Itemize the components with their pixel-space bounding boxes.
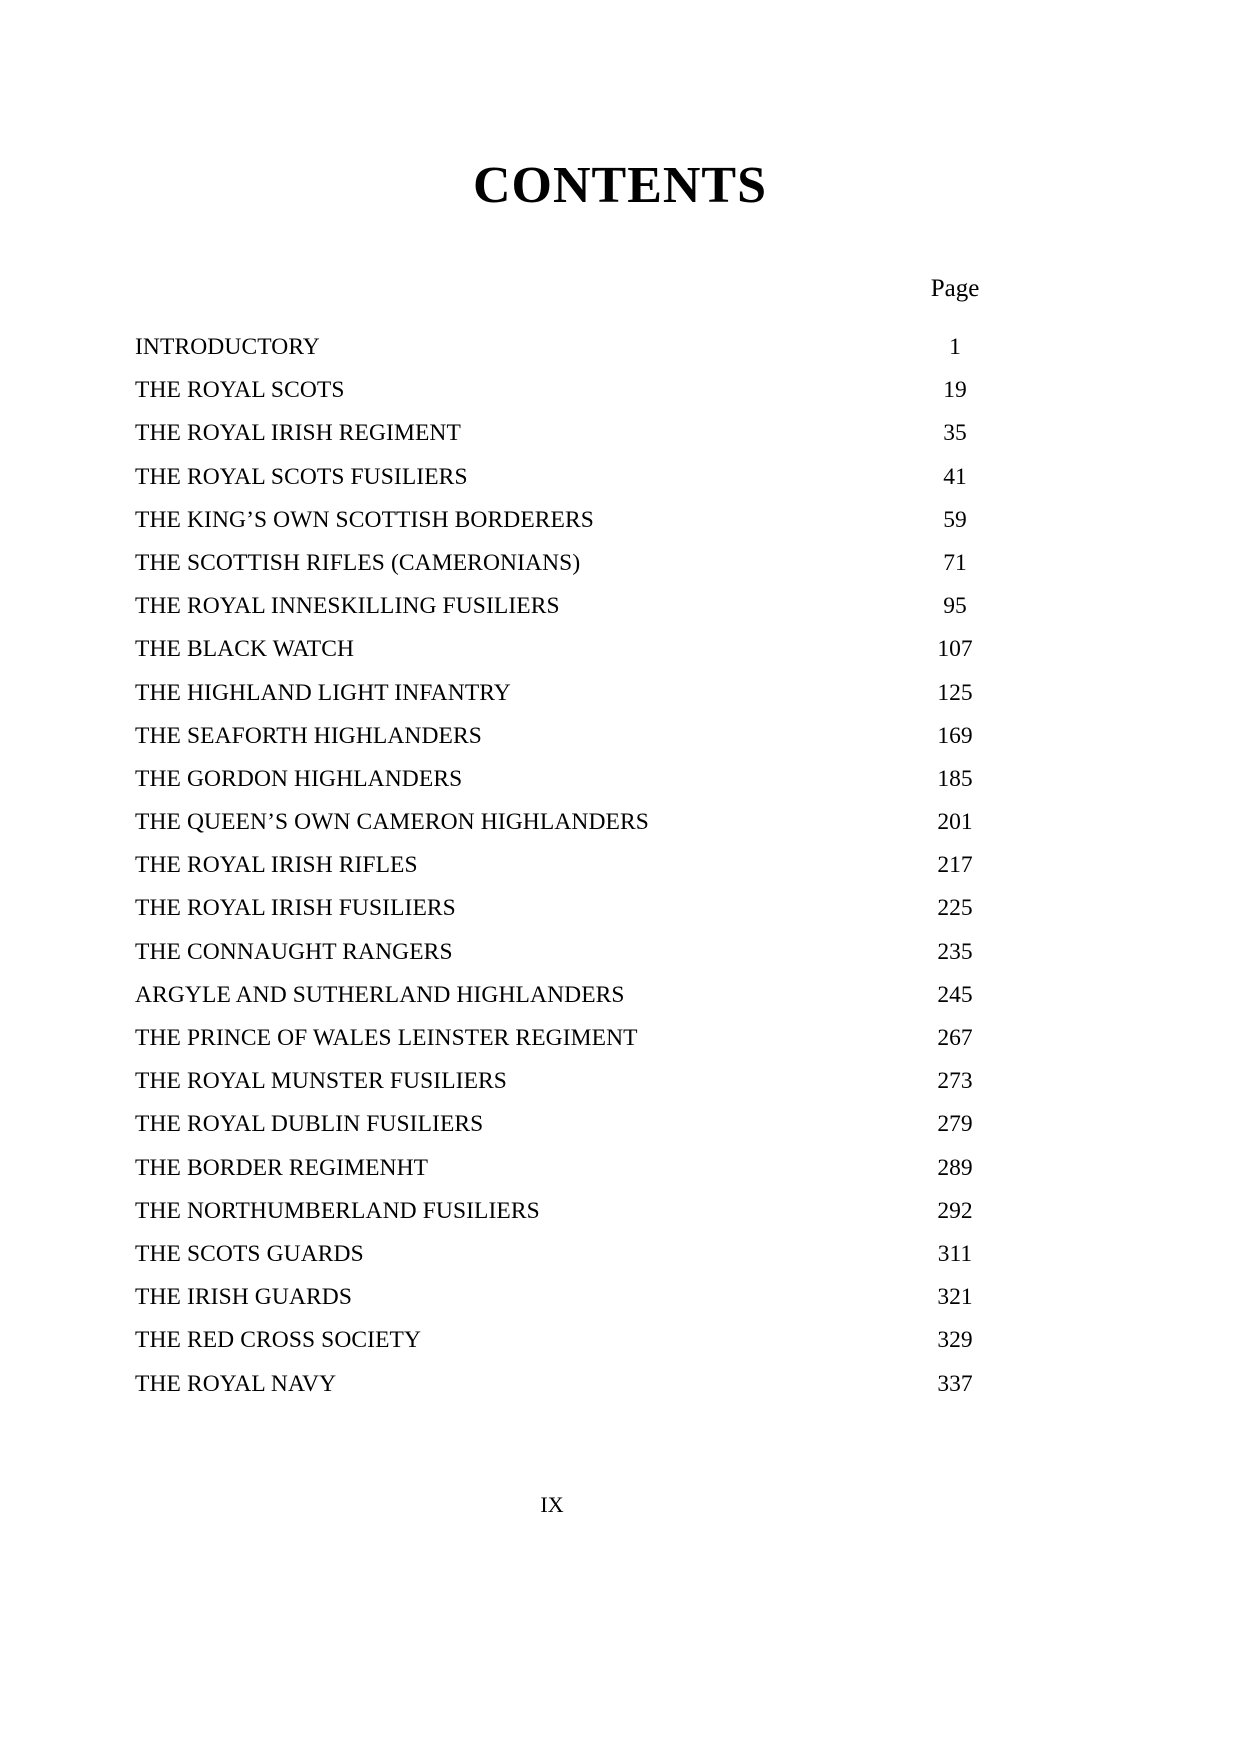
page-title: CONTENTS (472, 156, 768, 214)
toc-entry[interactable] (135, 506, 1040, 552)
toc-entry-title: THE ROYAL IRISH REGIMENT (135, 420, 461, 447)
toc-entry[interactable] (135, 1240, 1040, 1286)
toc-entry-page-number: 321 (937, 1284, 973, 1311)
toc-entry-title: THE HIGHLAND LIGHT INFANTRY (135, 679, 511, 706)
toc-entry-title: THE ROYAL SCOTS FUSILIERS (135, 463, 468, 490)
toc-entry-page-number: 19 (943, 377, 967, 404)
toc-entry-page-number: 235 (937, 938, 973, 965)
page-column-header: Page (930, 275, 980, 302)
toc-entry-page-number: 59 (943, 506, 967, 533)
toc-entry[interactable] (135, 1329, 1040, 1372)
toc-entry[interactable] (135, 765, 1040, 811)
toc-entry-page-number: 201 (937, 809, 973, 836)
table-of-contents (135, 276, 1040, 1416)
toc-entry-page-number: 311 (937, 1240, 973, 1267)
toc-entry-title: THE KING’S OWN SCOTTISH BORDERERS (135, 506, 594, 533)
toc-entry-page-number: 292 (937, 1197, 973, 1224)
toc-entry-title: THE CONNAUGHT RANGERS (135, 938, 453, 965)
toc-entry[interactable] (135, 595, 1040, 638)
toc-entry[interactable] (135, 679, 1040, 725)
toc-entry-page-number: 185 (937, 765, 973, 792)
toc-entry-page-number: 125 (937, 679, 973, 706)
toc-entry-title: THE ROYAL SCOTS (135, 377, 345, 404)
toc-entry-title: THE SCOTTISH RIFLES (CAMERONIANS) (135, 549, 581, 576)
toc-entry-page-number: 279 (937, 1111, 973, 1138)
toc-entry-title: THE ROYAL MUNSTER FUSILIERS (135, 1068, 507, 1095)
toc-entry-page-number: 273 (937, 1068, 973, 1095)
toc-entry[interactable] (135, 549, 1040, 595)
toc-entry-title: THE SCOTS GUARDS (135, 1240, 364, 1267)
toc-entry[interactable] (135, 1027, 1040, 1070)
toc-entry-page-number: 41 (943, 463, 967, 490)
toc-entry-title: THE QUEEN’S OWN CAMERON HIGHLANDERS (135, 809, 649, 836)
toc-entry[interactable] (135, 938, 1040, 984)
toc-entry-page-number: 71 (943, 549, 967, 576)
toc-entry-page-number: 169 (937, 722, 973, 749)
toc-entry-page-number: 337 (937, 1370, 973, 1397)
toc-entry[interactable] (135, 336, 1040, 379)
toc-entry-page-number: 95 (943, 593, 967, 620)
toc-entry-page-number: 245 (937, 981, 973, 1008)
toc-entry[interactable] (135, 1370, 1040, 1416)
toc-entry-title: THE BORDER REGIMENHT (135, 1154, 429, 1181)
toc-entry[interactable] (135, 463, 1040, 509)
toc-entry[interactable] (135, 854, 1040, 897)
toc-entry[interactable] (135, 422, 1040, 465)
toc-entry-page-number: 107 (937, 636, 973, 663)
toc-entry-page-number: 289 (937, 1154, 973, 1181)
toc-entry-title: THE PRINCE OF WALES LEINSTER REGIMENT (135, 1025, 638, 1051)
toc-entry[interactable] (135, 379, 1040, 422)
toc-entry-title: THE SEAFORTH HIGHLANDERS (135, 722, 482, 749)
toc-entry[interactable] (135, 897, 1040, 940)
toc-column-headers (135, 276, 1040, 318)
toc-entry[interactable] (135, 1154, 1040, 1200)
toc-entry-page-number: 329 (937, 1327, 973, 1354)
toc-entry-title: THE ROYAL IRISH RIFLES (135, 852, 418, 879)
toc-entry-page-number: 1 (949, 334, 961, 360)
toc-entry-page-number: 225 (937, 895, 973, 922)
toc-entry-title: THE ROYAL NAVY (135, 1370, 337, 1397)
toc-entry[interactable] (135, 722, 1040, 768)
toc-entry[interactable] (135, 638, 1040, 681)
toc-entry-title: THE RED CROSS SOCIETY (135, 1327, 422, 1354)
toc-entry[interactable] (135, 811, 1040, 854)
toc-entry-page-number: 267 (937, 1025, 973, 1051)
toc-entry-title: THE BLACK WATCH (135, 636, 355, 663)
toc-entry-page-number: 35 (943, 420, 967, 447)
toc-entry-title: ARGYLE AND SUTHERLAND HIGHLANDERS (135, 981, 625, 1008)
page-folio: IX (540, 1492, 564, 1517)
toc-entry[interactable] (135, 1113, 1040, 1156)
toc-entry-title: THE GORDON HIGHLANDERS (135, 765, 463, 792)
toc-entry-title: THE ROYAL IRISH FUSILIERS (135, 895, 456, 922)
toc-entry-title: INTRODUCTORY (135, 334, 320, 360)
toc-entry[interactable] (135, 1197, 1040, 1243)
toc-entry-title: THE ROYAL DUBLIN FUSILIERS (135, 1111, 484, 1138)
toc-entry-page-number: 217 (937, 852, 973, 879)
toc-entry[interactable] (135, 1286, 1040, 1329)
toc-entry-title: THE IRISH GUARDS (135, 1284, 353, 1311)
toc-entry-list (135, 336, 1040, 1416)
toc-entry-title: THE ROYAL INNESKILLING FUSILIERS (135, 593, 560, 620)
toc-entry[interactable] (135, 1070, 1040, 1113)
toc-entry-title: THE NORTHUMBERLAND FUSILIERS (135, 1197, 540, 1224)
toc-entry[interactable] (135, 981, 1040, 1027)
